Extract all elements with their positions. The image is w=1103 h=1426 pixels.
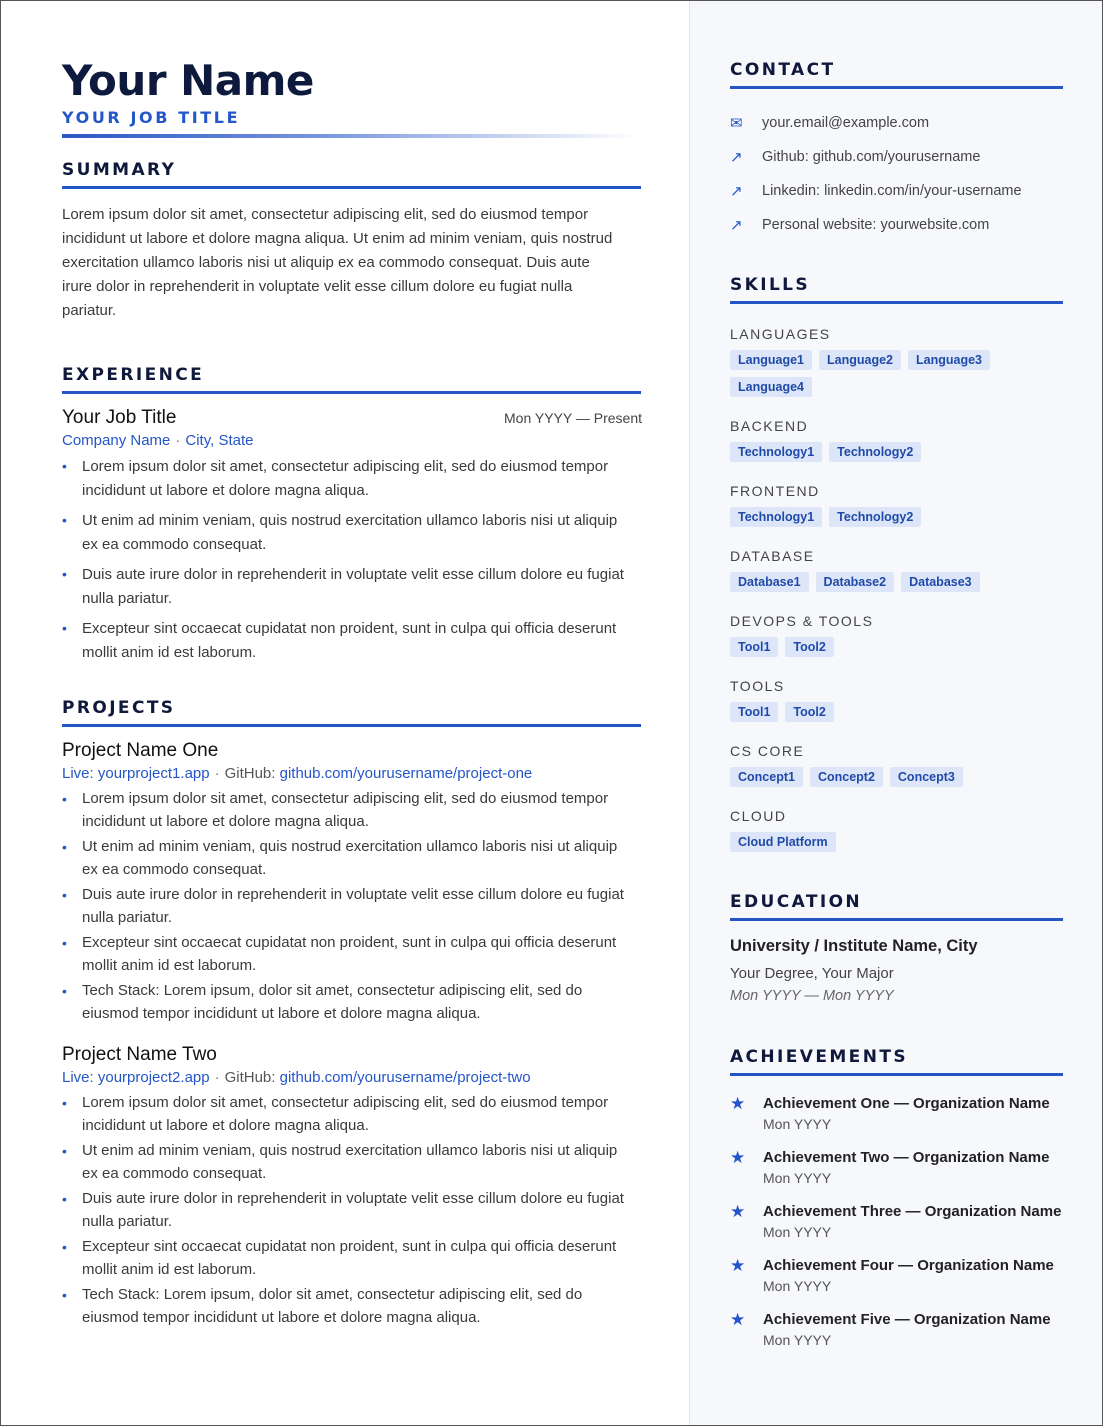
list-item: • Tech Stack: Lorem ipsum, dolor sit amet, consectetur adipiscing elit, sed do eiusmod tempor incididunt ut labore et dolore magna aliqua. <box>62 980 627 1025</box>
contact-text: your.email@example.com <box>762 115 930 131</box>
company-name: Company Name <box>62 432 171 449</box>
skill-chip: Database2 <box>816 572 895 592</box>
separator-dot: · <box>214 765 220 782</box>
project-entry-one <box>62 740 642 1025</box>
project-links <box>62 1069 642 1086</box>
skill-chip: Technology2 <box>829 442 921 462</box>
arrow-link-icon: ↗ <box>730 217 743 234</box>
contact-github[interactable] <box>730 140 1063 174</box>
achievement-date: Mon YYYY <box>763 1170 832 1186</box>
achievement-date: Mon YYYY <box>763 1116 832 1132</box>
job-entry-company-line <box>62 432 642 449</box>
achievements-list <box>730 1094 1063 1348</box>
star-icon: ★ <box>730 1094 746 1113</box>
skill-chip: Tool2 <box>785 702 833 722</box>
skill-group-label: BACKEND <box>730 418 809 434</box>
list-item: • Lorem ipsum dolor sit amet, consectetur adipiscing elit, sed do eiusmod tempor incididunt ut labore et dolore magna aliqua. <box>62 1092 627 1137</box>
experience-heading: EXPERIENCE <box>62 365 641 394</box>
list-item: • Lorem ipsum dolor sit amet, consectetur adipiscing elit, sed do eiusmod tempor incididunt ut labore et dolore magna aliqua. <box>62 788 627 833</box>
job-entry-dates: Mon YYYY — Present <box>504 410 642 426</box>
achievement-date: Mon YYYY <box>763 1278 832 1294</box>
skill-chip: Language3 <box>908 350 990 370</box>
list-item: • Excepteur sint occaecat cupidatat non proident, sunt in culpa qui officia deserunt mollit anim id est laborum. <box>62 617 627 664</box>
achievement-item <box>730 1202 1063 1240</box>
skill-group-languages <box>730 326 1063 397</box>
achievement-item <box>730 1094 1063 1132</box>
contact-list <box>730 106 1063 242</box>
skill-chip: Concept2 <box>810 767 883 787</box>
skill-chip: Tool2 <box>785 637 833 657</box>
project-title: Project Name One <box>62 740 219 761</box>
skill-group-label: CLOUD <box>730 808 787 824</box>
experience-entry <box>62 407 642 664</box>
company-location: City, State <box>185 432 254 449</box>
envelope-icon: ✉ <box>730 115 743 132</box>
star-icon: ★ <box>730 1202 746 1221</box>
job-bullet-list <box>62 455 642 664</box>
candidate-name: Your Name <box>62 56 314 105</box>
project-github-link[interactable]: github.com/yourusername/project-two <box>279 1069 531 1086</box>
summary-heading: SUMMARY <box>62 160 641 189</box>
list-item: • Excepteur sint occaecat cupidatat non proident, sunt in culpa qui officia deserunt mollit anim id est laborum. <box>62 1236 627 1281</box>
star-icon: ★ <box>730 1256 746 1275</box>
skill-group-cloud <box>730 808 1063 852</box>
project-links <box>62 765 642 782</box>
achievement-item <box>730 1256 1063 1294</box>
sidebar-column <box>689 1 1102 1425</box>
skill-chip: Technology1 <box>730 442 822 462</box>
contact-linkedin[interactable] <box>730 174 1063 208</box>
achievement-title: Achievement Three — Organization Name <box>763 1203 1062 1220</box>
achievement-item <box>730 1148 1063 1186</box>
skill-group-devops <box>730 613 1063 657</box>
project-bullet-list <box>62 788 642 1025</box>
achievement-date: Mon YYYY <box>763 1224 832 1240</box>
list-item: • Duis aute irure dolor in reprehenderit in voluptate velit esse cillum dolore eu fugiat nulla pariatur. <box>62 884 627 929</box>
list-item: • Duis aute irure dolor in reprehenderit in voluptate velit esse cillum dolore eu fugiat nulla pariatur. <box>62 563 627 610</box>
skill-group-label: TOOLS <box>730 678 785 694</box>
summary-text: Lorem ipsum dolor sit amet, consectetur adipiscing elit, sed do eiusmod tempor incididunt ut labore et dolore magna aliqua. Ut enim ad minim veniam, quis nostrud exercitation ullamco laboris nisi ut aliquip ex ea commodo consequat. Duis aute irure dolor in reprehenderit in voluptate velit esse cillum dolore eu fugiat nulla pariatur. <box>62 206 613 319</box>
separator-dot: · <box>175 432 181 449</box>
projects-heading: PROJECTS <box>62 698 641 727</box>
skill-group-label: CS CORE <box>730 743 805 759</box>
skill-group-label: LANGUAGES <box>730 326 831 342</box>
project-entry-two <box>62 1044 642 1329</box>
skill-chip: Tool1 <box>730 702 778 722</box>
project-title: Project Name Two <box>62 1044 217 1065</box>
education-degree: Your Degree, Your Major <box>730 965 894 982</box>
contact-text: Personal website: yourwebsite.com <box>762 217 990 233</box>
skills-heading: SKILLS <box>730 275 1063 304</box>
project-bullet-list <box>62 1092 642 1329</box>
skill-group-backend <box>730 418 1063 462</box>
skill-chip: Language4 <box>730 377 812 397</box>
arrow-link-icon: ↗ <box>730 149 743 166</box>
github-label: GitHub: <box>224 1069 276 1086</box>
skill-chip: Tool1 <box>730 637 778 657</box>
arrow-link-icon: ↗ <box>730 183 743 200</box>
skill-chip: Technology2 <box>829 507 921 527</box>
list-item: • Lorem ipsum dolor sit amet, consectetur adipiscing elit, sed do eiusmod tempor incididunt ut labore et dolore magna aliqua. <box>62 455 627 502</box>
skill-chip: Language2 <box>819 350 901 370</box>
star-icon: ★ <box>730 1310 746 1329</box>
achievement-title: Achievement Four — Organization Name <box>763 1257 1054 1274</box>
skill-group-label: FRONTEND <box>730 483 820 499</box>
header-divider <box>62 134 638 138</box>
main-column <box>1 1 689 1425</box>
github-label: GitHub: <box>224 765 276 782</box>
contact-text: Linkedin: linkedin.com/in/your-username <box>762 183 1022 199</box>
list-item: • Tech Stack: Lorem ipsum, dolor sit amet, consectetur adipiscing elit, sed do eiusmod tempor incididunt ut labore et dolore magna aliqua. <box>62 1284 627 1329</box>
list-item: • Ut enim ad minim veniam, quis nostrud exercitation ullamco laboris nisi ut aliquip ex ea commodo consequat. <box>62 836 627 881</box>
skill-group-tools <box>730 678 1063 722</box>
achievement-date: Mon YYYY <box>763 1332 832 1348</box>
skill-group-label: DEVOPS & TOOLS <box>730 613 874 629</box>
achievements-heading: ACHIEVEMENTS <box>730 1047 1063 1076</box>
list-item: • Duis aute irure dolor in reprehenderit in voluptate velit esse cillum dolore eu fugiat nulla pariatur. <box>62 1188 627 1233</box>
achievement-title: Achievement One — Organization Name <box>763 1095 1050 1112</box>
achievement-item <box>730 1310 1063 1348</box>
education-dates: Mon YYYY — Mon YYYY <box>730 988 894 1004</box>
skill-chip: Language1 <box>730 350 812 370</box>
skill-group-cs-core <box>730 743 1063 787</box>
list-item: • Excepteur sint occaecat cupidatat non proident, sunt in culpa qui officia deserunt mollit anim id est laborum. <box>62 932 627 977</box>
skill-group-frontend <box>730 483 1063 527</box>
project-github-link[interactable]: github.com/yourusername/project-one <box>279 765 533 782</box>
job-title: YOUR JOB TITLE <box>62 108 241 127</box>
contact-text: Github: github.com/yourusername <box>762 149 981 165</box>
skill-chip: Concept3 <box>890 767 963 787</box>
skill-group-database <box>730 548 1063 592</box>
skill-chip: Technology1 <box>730 507 822 527</box>
project-live-link[interactable]: Live: yourproject2.app <box>62 1069 210 1086</box>
project-live-link[interactable]: Live: yourproject1.app <box>62 765 210 782</box>
list-item: • Ut enim ad minim veniam, quis nostrud exercitation ullamco laboris nisi ut aliquip ex ea commodo consequat. <box>62 509 627 556</box>
achievement-title: Achievement Two — Organization Name <box>763 1149 1050 1166</box>
skill-chip: Database1 <box>730 572 809 592</box>
education-institution: University / Institute Name, City <box>730 937 978 955</box>
skill-group-label: DATABASE <box>730 548 815 564</box>
skill-chip: Database3 <box>901 572 980 592</box>
separator-dot: · <box>214 1069 220 1086</box>
skill-chip: Concept1 <box>730 767 803 787</box>
achievement-title: Achievement Five — Organization Name <box>763 1311 1051 1328</box>
contact-heading: CONTACT <box>730 60 1063 89</box>
job-entry-title: Your Job Title <box>62 407 177 428</box>
contact-email[interactable] <box>730 106 1063 140</box>
list-item: • Ut enim ad minim veniam, quis nostrud exercitation ullamco laboris nisi ut aliquip ex ea commodo consequat. <box>62 1140 627 1185</box>
contact-website[interactable] <box>730 208 1063 242</box>
education-heading: EDUCATION <box>730 892 1063 921</box>
skill-chip: Cloud Platform <box>730 832 836 852</box>
star-icon: ★ <box>730 1148 746 1167</box>
